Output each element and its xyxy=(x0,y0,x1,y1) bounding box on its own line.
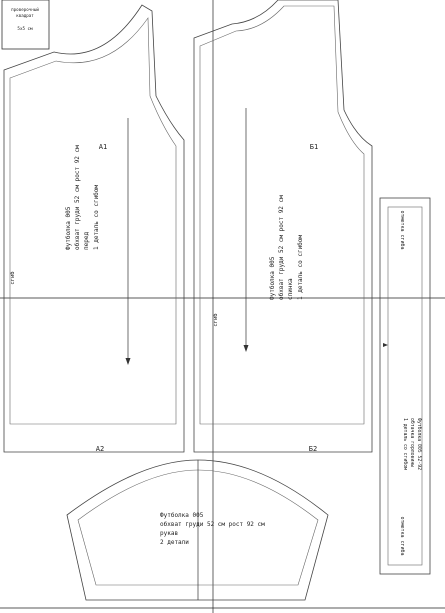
back-piece-text xyxy=(269,195,304,300)
front-text-line-4: 1 деталь со сгибом xyxy=(93,184,100,250)
front-text-line-1: Футболка 005 xyxy=(65,206,72,250)
back-text-line-3: спинка xyxy=(287,278,294,300)
back-text-line-1: Футболка 005 xyxy=(269,256,276,300)
sleeve-piece xyxy=(67,460,328,600)
neckband-seam-line xyxy=(388,207,422,565)
front-text-line-3: перед xyxy=(83,231,90,250)
back-piece xyxy=(194,0,372,453)
back-top-label: Б1 xyxy=(309,143,319,151)
neckband-grain-arrow xyxy=(383,343,388,347)
back-fold-label: сгиб xyxy=(213,313,219,327)
back-text-line-4: 1 деталь со сгибом xyxy=(297,234,304,300)
neckband-piece xyxy=(380,198,430,574)
neckband-text-line-2: обтачка горловины xyxy=(409,418,414,468)
sleeve-text-line-2: обхват груди 52 см рост 92 см xyxy=(160,521,265,528)
front-text-line-2: обхват груди 52 см рост 92 см xyxy=(74,145,81,250)
neckband-text-line-1: Футболка 005 52-92 xyxy=(416,418,421,470)
sleeve-text-line-1: Футболка 005 xyxy=(160,512,204,519)
back-text-line-2: обхват груди 52 см рост 92 см xyxy=(278,195,285,300)
test-square-title-1: проверочный xyxy=(11,7,39,12)
neckband-mark-bottom: отметка сгиба xyxy=(399,516,405,556)
front-top-label: А1 xyxy=(98,143,108,151)
sleeve-cut-line xyxy=(67,460,328,600)
back-bottom-label: Б2 xyxy=(308,445,318,453)
sleeve-text-line-4: 2 детали xyxy=(160,539,189,546)
neckband-mark-top: отметка сгиба xyxy=(399,210,405,250)
test-square-size: 5х5 см xyxy=(17,26,33,31)
front-piece-text xyxy=(65,145,100,250)
front-bottom-label: А2 xyxy=(95,445,105,453)
front-grainline-arrowhead xyxy=(126,358,131,365)
front-fold-label: сгиб xyxy=(10,271,16,285)
test-square xyxy=(2,0,49,49)
neckband-text-line-3: 1 деталь со сгибом xyxy=(402,418,407,470)
sleeve-text-line-3: рукав xyxy=(160,530,179,537)
sleeve-piece-text xyxy=(160,512,265,546)
neckband-piece-text xyxy=(402,418,423,470)
back-grainline-arrowhead xyxy=(244,345,249,352)
front-piece xyxy=(4,5,184,453)
test-square-title-2: квадрат xyxy=(16,13,34,18)
